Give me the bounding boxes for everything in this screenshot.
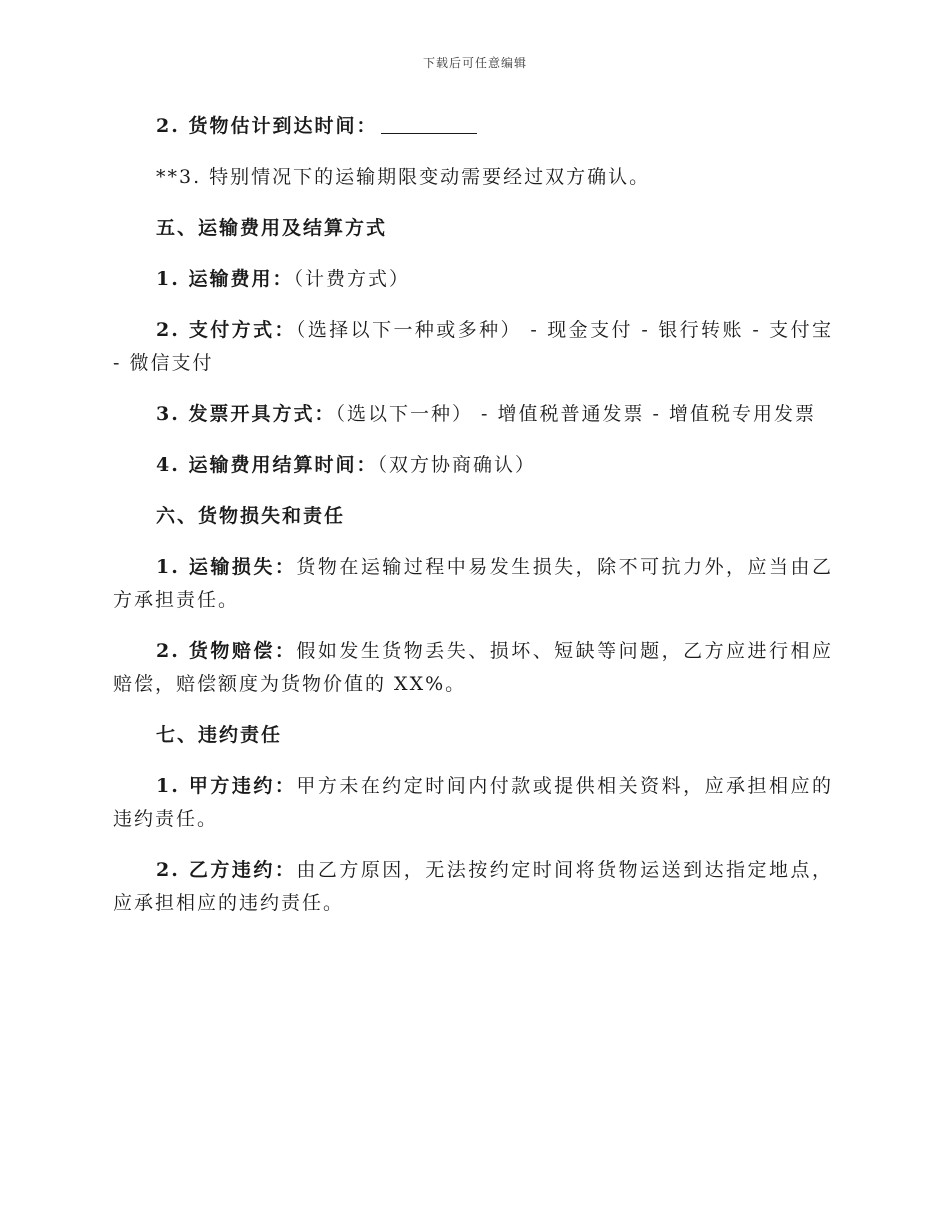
section-heading-breach: 七、违约责任 xyxy=(156,724,283,746)
fill-in-blank xyxy=(381,113,477,134)
paragraph-label: 2. 货物赔偿： xyxy=(156,640,297,662)
paragraph-label: 2. 乙方违约： xyxy=(156,859,297,881)
page-header: 下载后可任意编辑 xyxy=(422,56,527,70)
paragraph-transport-loss xyxy=(113,551,833,617)
paragraph-transport-fee xyxy=(113,263,833,296)
paragraph-text: **3. 特别情况下的运输期限变动需要经过双方确认。 xyxy=(156,166,651,188)
paragraph-payment-method xyxy=(113,314,833,380)
paragraph-text: （选择以下一种或多种） - 现金支付 - 银行转账 - 支付宝 - 微信支付 xyxy=(113,319,834,374)
paragraph-text: 货物在运输过程中易发生损失，除不可抗力外，应当由乙方承担责任。 xyxy=(113,556,833,611)
paragraph-text: 由乙方原因，无法按约定时间将货物运送到达指定地点，应承担相应的违约责任。 xyxy=(113,859,833,914)
paragraph-arrival-time xyxy=(113,110,833,143)
section-heading-loss: 六、货物损失和责任 xyxy=(156,505,346,527)
paragraph-label: 3. 发票开具方式： xyxy=(156,403,336,425)
paragraph-text: （双方协商确认） xyxy=(377,454,536,476)
paragraph-compensation xyxy=(113,635,833,701)
paragraph-period-change xyxy=(113,161,833,194)
paragraph-settlement-time xyxy=(113,449,833,482)
paragraph-party-a-breach xyxy=(113,770,833,836)
paragraph-label: 2. 支付方式： xyxy=(156,319,296,341)
paragraph-party-b-breach xyxy=(113,854,833,920)
paragraph-label: 1. 运输费用： xyxy=(156,268,294,290)
section-heading-fees: 五、运输费用及结算方式 xyxy=(156,217,388,239)
paragraph-label: 4. 运输费用结算时间： xyxy=(156,454,378,476)
paragraph-text: （计费方式） xyxy=(293,268,410,290)
paragraph-text: 假如发生货物丢失、损坏、短缺等问题，乙方应进行相应赔偿，赔偿额度为货物价值的 XX%。 xyxy=(113,640,833,695)
paragraph-label: 2. 货物估计到达时间： xyxy=(156,115,378,137)
paragraph-text: 甲方未在约定时间内付款或提供相关资料，应承担相应的违约责任。 xyxy=(113,775,833,830)
paragraph-label: 1. 甲方违约： xyxy=(156,775,297,797)
paragraph-invoice-method xyxy=(113,398,833,431)
document-body xyxy=(113,110,833,938)
paragraph-text: （选以下一种） - 增值税普通发票 - 增值税专用发票 xyxy=(335,403,816,425)
paragraph-label: 1. 运输损失： xyxy=(156,556,297,578)
